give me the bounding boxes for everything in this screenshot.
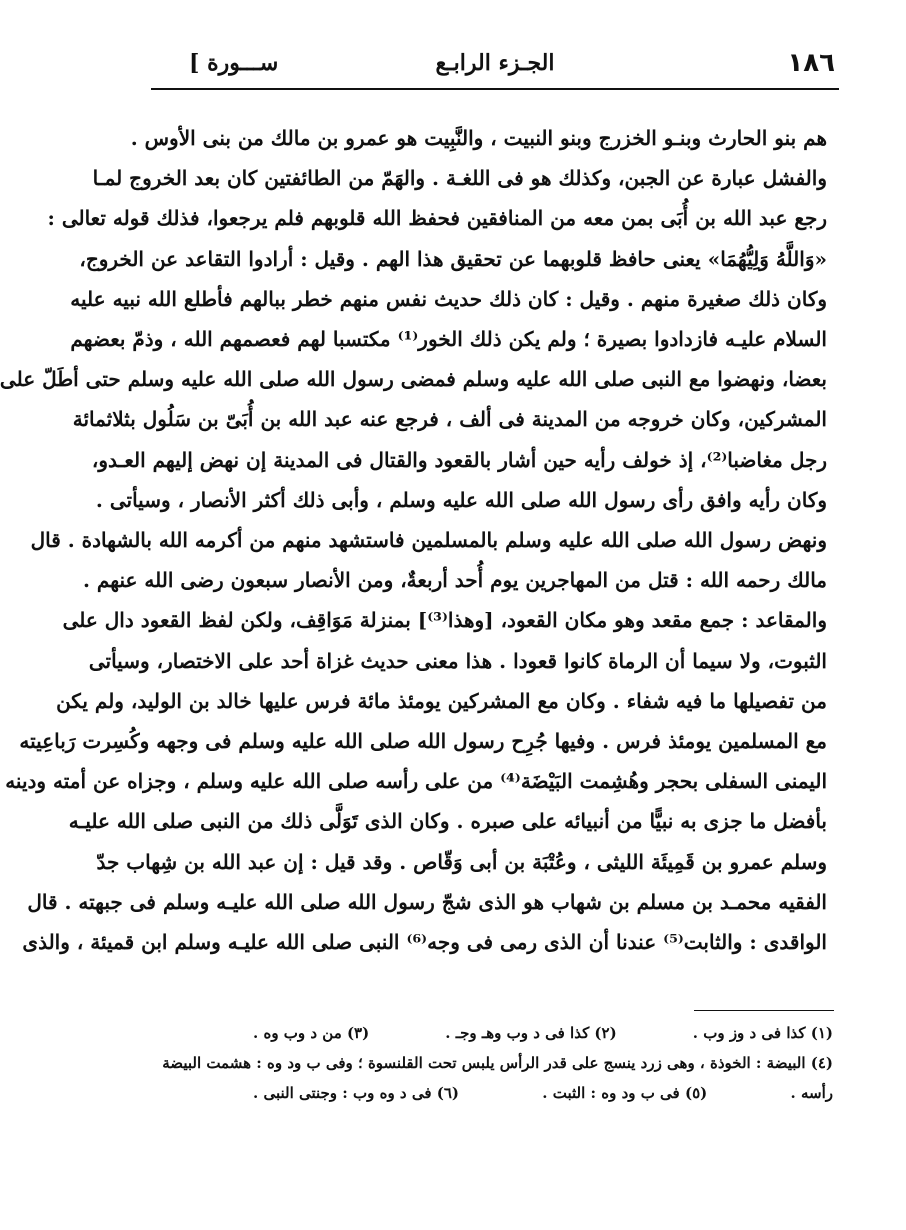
text-line: «وَاللَّهُ وَلِيُّهُمَا» يعنى حافظ قلوبهما عن تحقيق هذا الهم . وقيل : أرادوا التقاعد عن الخروج، [79,246,827,271]
page-number: ١٨٦ [787,48,835,78]
text-line: مالك رحمه الله : قتل من المهاجرين يوم أُحد أربعةٌ، ومن الأنصار سبعون رضى الله عنهم . [83,568,827,593]
footnote-row [159,1048,833,1078]
text-line: والمقاعد : جمع مقعد وهو مكان القعود، [وهذا⁽³⁾] بمنزلة مَوَاقِف، ولكن لفظ القعود دال على [62,608,827,633]
footnote: (٢) كذا فى د وب وهـ وجـ . [445,1024,617,1042]
footnote: (٣) من د وب وه . [253,1024,370,1042]
text-line: من تفصيلها ما فيه شفاء . وكان مع المشركين يومئذ مائة فرس عليها خالد بن الوليد، ولم يكن [56,688,827,713]
footnote: (٤) البيضة : الخوذة ، وهى زرد ينسج على قدر الرأس يلبس تحت القلنسوة ؛ وفى ب ود وه : هشمت البيضة [162,1054,833,1072]
text-line: السلام عليـه فازدادوا بصيرة ؛ ولم يكن ذلك الخور⁽¹⁾ مكتسبا لهم فعصمهم الله ، وذمّ بعضهم [70,327,827,352]
header-rule [151,88,839,90]
text-line: رجل مغاضبا⁽²⁾، إذ خولف رأيه حين أشار بالقعود والقتال فى المدينة إن نهض إليهم العـدو، [91,447,827,472]
text-line: المشركين، وكان خروجه من المدينة فى ألف ، فرجع عنه عبد الله بن أُبَىّ بن سَلُول بثلاثمائة [72,407,827,432]
part-title: الجـزء الرابـع [435,50,555,76]
text-line: بأفضل ما جزى به نبيًّا من أنبيائه على صبره . وكان الذى تَوَلَّى ذلك من النبى صلى الله عليـه [68,809,827,834]
footnote-rule [694,1010,834,1011]
footnote-row [253,1018,833,1048]
footnote-row [253,1078,833,1108]
text-line: وسلم عمرو بن قَمِيئَة الليثى ، وعُتْبَة بن أبى وَقّاص . وقد قيل : إن عبد الله بن شِهاب جدّ [96,849,827,874]
text-line: رجع عبد الله بن أُبَى بمن معه من المنافقين فحفظ الله قلوبهم فلم يرجعوا، فذلك قوله تعالى : [47,206,827,231]
text-line: اليمنى السفلى بحجر وهُشِمت البَيْضَة⁽⁴⁾ من على رأسه صلى الله عليه وسلم ، وجزاه عن أمته ودينه [5,769,827,794]
text-line: الثبوت، ولا سيما أن الرماة كانوا قعودا . هذا معنى حديث غزاة أحد على الاختصار، وسيأتى [88,648,827,673]
text-line: هم بنو الحارث وبنـو الخزرج وبنو النبيت ، والنَّبِيت هو عمرو بن مالك من بنى الأوس . [130,126,827,150]
body-text [0,118,827,962]
text-line: الواقدى : والثابت⁽⁵⁾ عندنا أن الذى رمى فى وجه⁽⁶⁾ النبى صلى الله عليـه وسلم ابن قميئة ، والذى [22,930,827,955]
text-line: ونهض رسول الله صلى الله عليه وسلم بالمسلمين فاستشهد منهم من أكرمه الله بالشهادة . قال [30,528,827,553]
footnote: رأسه . [790,1084,833,1102]
text-line: وكان ذلك صغيرة منهم . وقيل : كان ذلك حديث نفس منهم خطر ببالهم فأطلع الله نبيه عليه [70,286,827,311]
footnote: (٦) فى د وه وب : وجنتى النبى . [253,1084,459,1102]
text-line: مع المسلمين يومئذ فرس . وفيها جُرِح رسول الله صلى الله عليه وسلم فى وجهه وكُسِرت رَباعِيته [19,729,827,754]
footnotes [159,1018,833,1108]
text-line: بعضا، ونهضوا مع النبى صلى الله عليه وسلم فمضى رسول الله صلى الله عليه وسلم حتى أطَلّ على [0,367,827,392]
sura-label: [ ســـورة [189,50,279,76]
text-line: الفقيه محمـد بن مسلم بن شهاب هو الذى شجّ رسول الله صلى الله عليـه وسلم فى جبهته . قال [27,889,827,914]
page-header [151,44,839,90]
footnote: (١) كذا فى د وز وب . [692,1024,833,1042]
footnote: (٥) فى ب ود وه : الثبت . [542,1084,708,1102]
text-line: والفشل عبارة عن الجبن، وكذلك هو فى اللغـة . والهَمّ من الطائفتين كان بعد الخروج لمـا [92,166,827,191]
text-line: وكان رأيه وافق رأى رسول الله صلى الله عليه وسلم ، وأبى ذلك أكثر الأنصار ، وسيأتى . [95,487,827,512]
